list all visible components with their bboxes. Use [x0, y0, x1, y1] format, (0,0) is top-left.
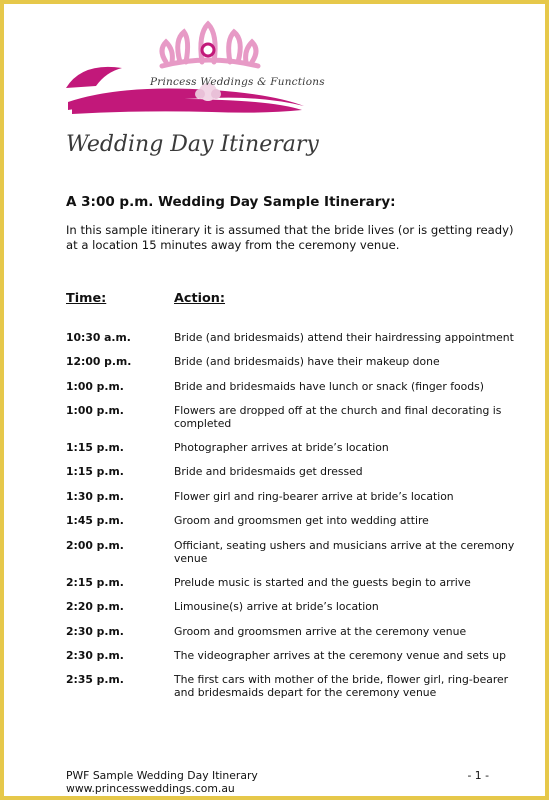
row-time: 2:30 p.m.	[66, 649, 124, 662]
page-number: - 1 -	[467, 769, 489, 782]
row-action: Bride (and bridesmaids) have their makeup done	[174, 355, 440, 368]
row-action: Bride and bridesmaids have lunch or snack (finger foods)	[174, 380, 484, 393]
row-action: Officiant, seating ushers and musicians arrive at the ceremony venue	[174, 539, 515, 565]
footer-left	[66, 769, 258, 795]
row-time: 2:35 p.m.	[66, 673, 124, 686]
document-title: Wedding Day Itinerary	[66, 132, 319, 157]
row-action: The first cars with mother of the bride, flower girl, ring-bearer and bridesmaids depart for the ceremony venue	[174, 673, 509, 699]
row-time: 1:45 p.m.	[66, 514, 124, 527]
row-time: 1:00 p.m.	[66, 404, 124, 417]
row-action: Flower girl and ring-bearer arrive at bride’s location	[174, 490, 454, 503]
row-time: 1:00 p.m.	[66, 380, 124, 393]
row-time: 2:20 p.m.	[66, 600, 124, 613]
row-action: Groom and groomsmen get into wedding attire	[174, 514, 429, 527]
footer-website: www.princessweddings.com.au	[66, 782, 235, 795]
row-time: 2:30 p.m.	[66, 625, 124, 638]
footer-title: PWF Sample Wedding Day Itinerary	[66, 769, 258, 782]
row-action: Photographer arrives at bride’s location	[174, 441, 389, 454]
logo-text: Princess Weddings & Functions	[150, 76, 325, 88]
action-column-header: Action:	[174, 291, 226, 306]
row-action: Prelude music is started and the guests begin to arrive	[174, 576, 471, 589]
row-action: Groom and groomsmen arrive at the ceremony venue	[174, 625, 467, 638]
tiara-icon	[62, 10, 312, 120]
row-action: Flowers are dropped off at the church and final decorating is completed	[174, 404, 502, 430]
row-action: Limousine(s) arrive at bride’s location	[174, 600, 379, 613]
row-time: 12:00 p.m.	[66, 355, 132, 368]
row-time: 1:15 p.m.	[66, 441, 124, 454]
row-time: 2:15 p.m.	[66, 576, 124, 589]
itinerary-subtitle: A 3:00 p.m. Wedding Day Sample Itinerary:	[66, 194, 396, 210]
row-time: 1:15 p.m.	[66, 465, 124, 478]
row-action: Bride and bridesmaids get dressed	[174, 465, 363, 478]
row-action: Bride (and bridesmaids) attend their hairdressing appointment	[174, 331, 514, 344]
row-time: 1:30 p.m.	[66, 490, 124, 503]
intro-paragraph: In this sample itinerary it is assumed that the bride lives (or is getting ready) at a location 15 minutes away from the ceremony venue.	[66, 223, 514, 252]
document-page	[4, 4, 545, 796]
row-time: 2:00 p.m.	[66, 539, 124, 552]
time-column-header: Time:	[66, 291, 107, 306]
row-time: 10:30 a.m.	[66, 331, 131, 344]
row-action: The videographer arrives at the ceremony venue and sets up	[174, 649, 506, 662]
logo	[62, 10, 325, 120]
